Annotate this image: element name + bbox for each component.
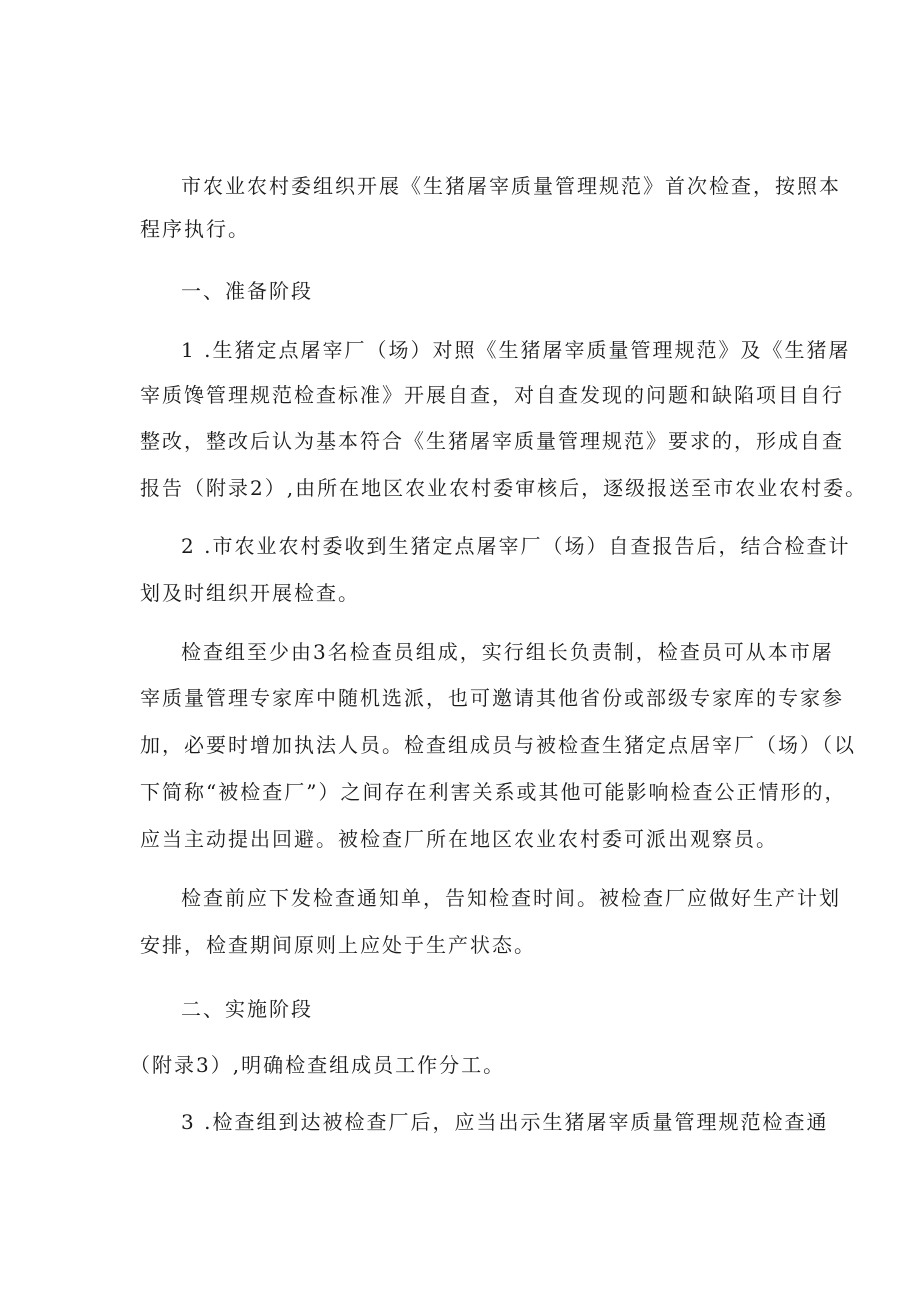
team-line-1: 检查组至少由3名检查员组成，实行组长负责制，检查员可从本市屠 — [181, 640, 834, 664]
item1-line-2: 宰质馋管理规范检查标准》开展自查，对自查发现的问题和缺陷项目自行 — [140, 383, 844, 407]
section-heading-preparation: 一、准备阶段 — [181, 279, 313, 303]
item1-line-4: 报告（附录2）,由所在地区农业农村委审核后，逐级报送至市农业农村委。 — [140, 476, 868, 500]
intro-line-2: 程序执行。 — [140, 217, 250, 241]
item2-line-2: 划及时组织开展检查。 — [140, 581, 360, 605]
item2-line-1: 2 .市农业农村委收到生猪定点屠宰厂（场）自查报告后，结合检查计 — [181, 534, 851, 558]
notice-line-1: 检查前应下发检查通知单，告知检查时间。被检查厂应做好生产计划 — [181, 886, 841, 910]
team-line-4: 下简称“被检查厂”）之间存在利害关系或其他可能影响检查公正情形的， — [140, 780, 847, 804]
team-line-5: 应当主动提出回避。被检查厂所在地区农业农村委可派出观察员。 — [140, 827, 778, 851]
notice-line-2: 安排，检查期间原则上应处于生产状态。 — [140, 933, 536, 957]
item1-line-1: 1 .生猪定点屠宰厂（场）对照《生猪屠宰质量管理规范》及《生猪屠 — [181, 338, 851, 362]
team-line-3: 加，必要时增加执法人员。检查组成员与被检查生猪定点居宰厂（场）（以 — [140, 733, 856, 757]
section-heading-implementation: 二、实施阶段 — [181, 997, 313, 1021]
appendix3-line: （附录3）,明确检查组成员工作分工。 — [130, 1053, 506, 1077]
intro-line-1: 市农业农村委组织开展《生猪屠宰质量管理规范》首次检查，按照本 — [181, 174, 841, 198]
item1-line-3: 整改，整改后认为基本符合《生猪屠宰质量管理规范》要求的，形成自查 — [140, 429, 844, 453]
item3-line-1: 3 .检查组到达被检查厂后，应当出示生猪屠宰质量管理规范检查通 — [181, 1110, 829, 1134]
team-line-2: 宰质量管理专家库中随机选派，也可邀请其他省份或部级专家库的专家参 — [140, 686, 844, 710]
